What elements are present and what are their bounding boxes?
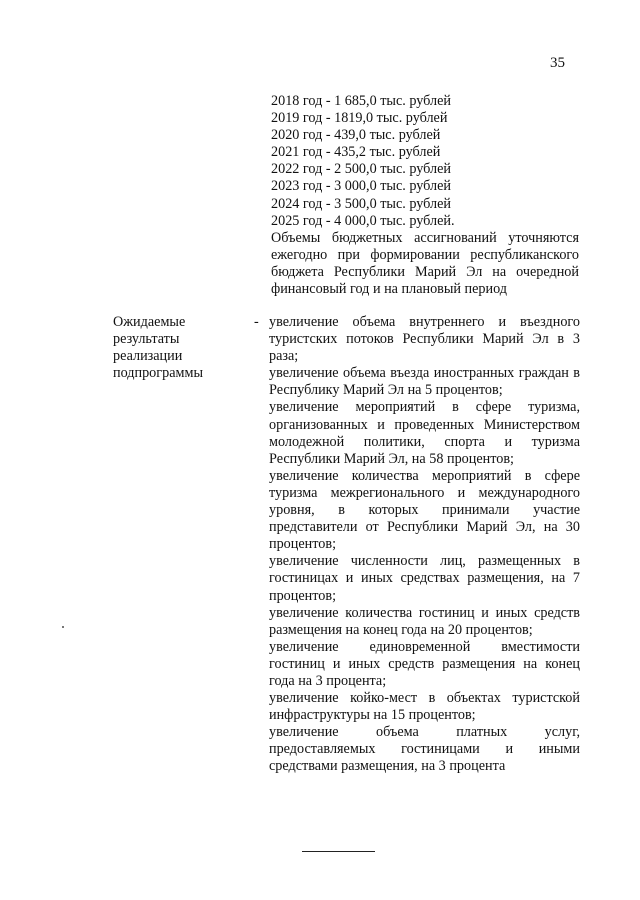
page-number: 35 [550,55,565,71]
result-item: увеличение количества гостиниц и иных средств размещения на конец года на 20 процентов; [269,604,580,638]
budget-year-line: 2019 год - 1819,0 тыс. рублей [271,110,448,127]
budget-allocations [271,93,579,298]
result-item: увеличение численности лиц, размещенных в гостиницах и иных средствах размещения, на 7 процентов; [269,553,580,604]
expected-results-list [269,314,580,776]
budget-note-line: Объемы бюджетных ассигнований уточняются [271,229,579,246]
budget-year-line: 2025 год - 4 000,0 тыс. рублей. [271,212,455,229]
expected-results-label: Ожидаемые результаты реализации подпрограммы [113,314,203,382]
budget-year-line: 2024 год - 3 500,0 тыс. рублей [271,195,451,212]
result-item: увеличение объема внутреннего и въездного туристских потоков Республики Марий Эл в 3 раза; [269,314,580,365]
result-item: увеличение единовременной вместимости гостиниц и иных средств размещения на конец года на 3 процента; [269,638,580,689]
budget-note [271,230,579,298]
result-item: увеличение койко-мест в объектах туристской инфраструктуры на 15 процентов; [269,690,580,724]
result-item: увеличение объема въезда иностранных граждан в Республику Марий Эл на 5 процентов; [269,365,580,399]
budget-year-line: 2022 год - 2 500,0 тыс. рублей [271,161,451,178]
footer-rule [302,851,375,852]
budget-note-line: финансовый год и на плановый период [271,281,508,298]
result-item: увеличение количества мероприятий в сфере туризма межрегионального и международного уровня, в которых принимали участие представители от Республики Марий Эл, на 30 процентов; [269,467,580,553]
budget-year-line: 2021 год - 435,2 тыс. рублей [271,144,441,161]
result-item: увеличение мероприятий в сфере туризма, организованных и проведенных Министерством молодежной политики, спорта и туризма Республики Марий Эл, на 58 процентов; [269,399,580,467]
result-item: увеличение объема платных услуг, предоставляемых гостиницами и иными средствами размещения, на 3 процента [269,724,580,775]
budget-note-line: ежегодно при формировании республиканского [271,246,579,263]
row-dash: - [254,314,259,330]
margin-mark [62,626,64,628]
budget-year-line: 2020 год - 439,0 тыс. рублей [271,127,441,144]
budget-note-line: бюджета Республики Марий Эл на очередной [271,263,579,280]
budget-year-line: 2018 год - 1 685,0 тыс. рублей [271,93,451,109]
budget-year-line: 2023 год - 3 000,0 тыс. рублей [271,178,451,195]
